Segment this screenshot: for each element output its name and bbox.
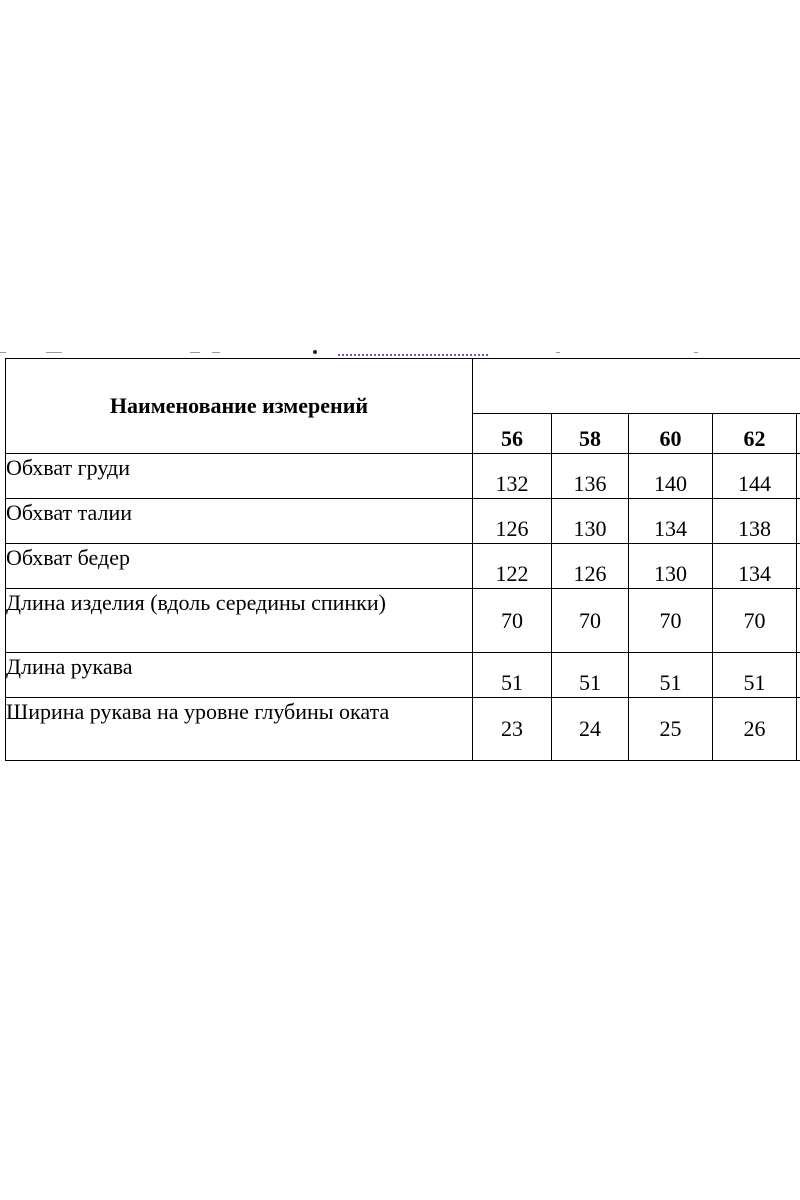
table-cell: 134 [629,499,713,544]
table-cell: 51 [552,653,629,698]
table-cell: 70 [713,589,797,653]
size-header: 56 [473,414,552,454]
table-cell: 144 [713,454,797,499]
table-cell: 138 [713,499,797,544]
table-cell-extra [797,454,800,499]
table-cell: 140 [629,454,713,499]
table-cell-extra [797,544,800,589]
table-cell: 51 [473,653,552,698]
size-chart-table [5,358,800,761]
sizes-group-header [473,359,800,414]
table-cell-extra [797,653,800,698]
size-header: 58 [552,414,629,454]
table-cell: 134 [713,544,797,589]
table-cell: 51 [713,653,797,698]
table-cell: 70 [629,589,713,653]
table-row [6,544,800,589]
row-label: Обхват груди [6,454,473,499]
measurement-name-header: Наименование измерений [6,359,473,454]
size-header: 62 [713,414,797,454]
table-cell: 24 [552,698,629,761]
table-cell-extra [797,589,800,653]
table-row [6,499,800,544]
table-cell: 130 [629,544,713,589]
size-header: 60 [629,414,713,454]
table-row [6,454,800,499]
table-row [6,589,800,653]
size-header-extra [797,414,800,454]
table-cell-extra [797,698,800,761]
table-cell: 25 [629,698,713,761]
table-cell: 136 [552,454,629,499]
table-cell: 23 [473,698,552,761]
row-label: Длина рукава [6,653,473,698]
table-cell-extra [797,499,800,544]
table-cell: 126 [552,544,629,589]
table-cell: 132 [473,454,552,499]
table-row [6,698,800,761]
table-cell: 51 [629,653,713,698]
table-cell: 70 [473,589,552,653]
row-label: Обхват бедер [6,544,473,589]
table-cell: 130 [552,499,629,544]
row-label: Обхват талии [6,499,473,544]
header-row-top [6,359,800,414]
table-cell: 26 [713,698,797,761]
row-label: Ширина рукава на уровне глубины оката [6,698,473,761]
table-row [6,653,800,698]
table-cell: 70 [552,589,629,653]
table-cell: 126 [473,499,552,544]
table-cell: 122 [473,544,552,589]
row-label: Длина изделия (вдоль середины спинки) [6,589,473,653]
scan-artifact-line [0,349,800,355]
